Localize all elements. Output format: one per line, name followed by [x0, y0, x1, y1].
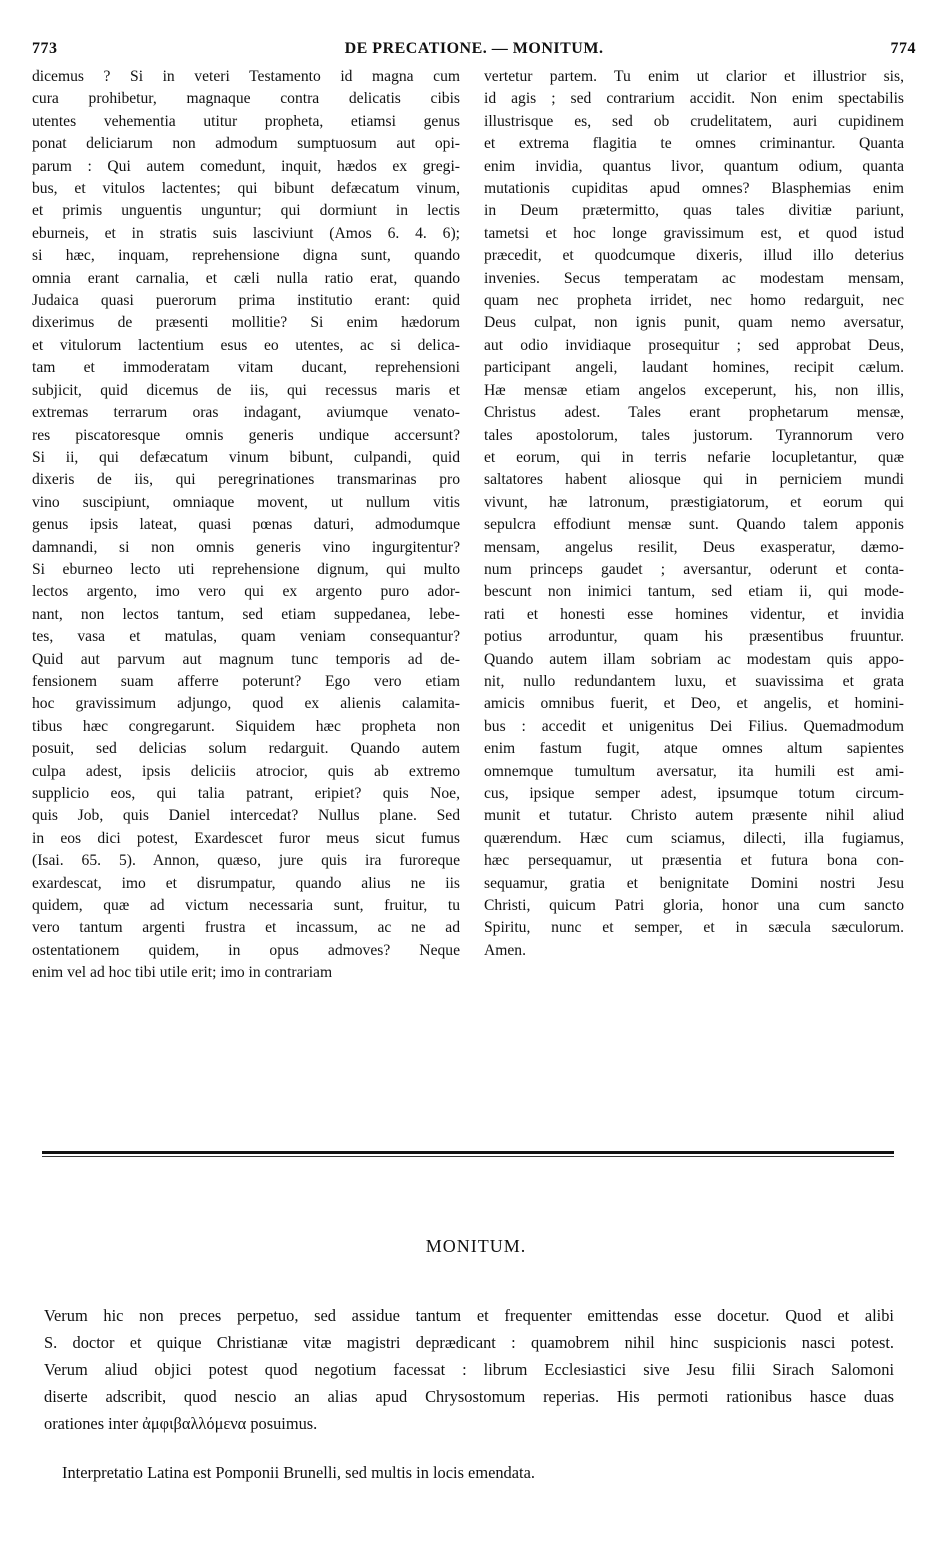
text-line: si hæc, inquam, reprehensione digna sunt, quando — [32, 247, 460, 265]
text-line: Christi, quicum Patri gloria, honor una cum sancto — [484, 897, 904, 915]
monitum-line: diserte adscribit, quod nescio an alias apud Chrysostomum reperias. His permoti rationibus hasce duas — [44, 1387, 894, 1406]
text-line: et eorum, qui in terris nefarie locupletantur, quæ — [484, 448, 904, 466]
text-line: sepulcra effodiunt mensæ sunt. Quando talem apponis — [484, 516, 904, 534]
text-line: omnemque tumultum aversatur, ita humili est ami- — [484, 762, 904, 780]
monitum-body — [44, 1302, 894, 1437]
text-line: Quando autem illam sobriam ac modestam quis appo- — [484, 650, 904, 668]
text-line: extremas terrarum oras indagant, aviumque venato- — [32, 404, 460, 422]
text-line: vertetur partem. Tu enim ut clarior et illustrior sis, — [484, 68, 904, 85]
text-line: cus, ipsique semper adest, ipsumque totum circum- — [484, 785, 904, 802]
text-line: tibus hæc congregarunt. Siquidem hæc propheta non — [32, 717, 460, 735]
text-line: supplicio eos, qui talia patrant, eripiet? quis Noe, — [32, 785, 460, 802]
text-line: hæc persequamur, ut præsentia et futura bona con- — [484, 852, 904, 870]
text-line: parum : Qui autem comedunt, inquit, hædos ex gregi- — [32, 157, 460, 175]
text-line: bus, et vitulos lactentes; qui bibunt defæcatum vinum, — [32, 180, 460, 198]
text-line: tam et immoderatam vitam ducant, reprehensioni — [32, 359, 460, 377]
text-line: aut odio invidiaque prosequitur ; sed approbat Deus, — [484, 336, 904, 354]
text-line: Christus adest. Tales erant prophetarum mensæ, — [484, 404, 904, 422]
text-line: num princeps gaudet ; aversantur, oderunt et conta- — [484, 560, 904, 578]
text-line: Hæ mensæ etiam angelos exceperunt, his, non illis, — [484, 381, 904, 399]
running-head: DE PRECATIONE. — MONITUM. — [344, 40, 604, 57]
text-line: in eos dici potest, Exardescet furor meus sicut fumus — [32, 829, 460, 847]
text-line: ponat deliciarum non admodum sumptuosum aut opi- — [32, 135, 460, 153]
page-number-left: 773 — [32, 40, 58, 57]
text-line: nant, non lectos tantum, sed etiam suppedanea, lebe- — [32, 605, 460, 623]
section-divider-rule — [42, 1145, 894, 1161]
text-line: illustrisque es, sed ob crudelitatem, auri cupidinem — [484, 112, 904, 130]
text-line: sequamur, gratia et benignitate Domini nostri Jesu — [484, 874, 904, 892]
text-line: tales apostolorum, tales justorum. Tyrannorum vero — [484, 426, 904, 444]
text-line: invenies. Secus temperatam ac modestam mensam, — [484, 269, 904, 287]
text-line: (Isai. 65. 5). Annon, quæso, jure quis ira furoreque — [32, 852, 460, 870]
text-line: tametsi et hoc longe gravissimum est, et quod istud — [484, 224, 904, 242]
text-line: potius arroduntur, quam his præsentibus fruuntur. — [484, 628, 904, 646]
text-line: dixeris de iis, qui peregrinationes transmarinas pro — [32, 471, 460, 489]
page-number-right: 774 — [890, 40, 916, 57]
text-line: participant angeli, laudant homines, recipit cælum. — [484, 359, 904, 377]
text-line: enim vel ad hoc tibi utile erit; imo in contrariam — [32, 964, 333, 982]
monitum-line: orationes inter ἀμφιβαλλόμενα posuimus. — [44, 1414, 318, 1433]
text-line: Judaica quasi puerorum prima institutio erant: quid — [32, 292, 460, 310]
text-line: eburneis, et in stratis suis lasciviunt (Amos 6. 4. 6); — [32, 224, 460, 242]
text-line: fensionem suam afferre poterunt? Ego vero etiam — [32, 672, 460, 690]
text-line: amicis omnibus fuerit, et Deo, et angelis, et homini- — [484, 695, 904, 713]
text-line: vivunt, hæ latronum, præstigiatorum, et eorum qui — [484, 493, 904, 511]
text-line: quærendum. Hæc cum sciamus, dilecti, illa fugiamus, — [484, 829, 904, 847]
text-line: res piscatoresque omnis generis undique accersunt? — [32, 426, 460, 444]
text-line: Amen. — [484, 941, 527, 959]
text-line: Spiritu, nunc et semper, et in sæcula sæculorum. — [484, 919, 904, 937]
monitum-line: Verum aliud objici potest quod negotium facessat : librum Ecclesiastici sive Jesu filii Sirach Salomoni — [44, 1360, 894, 1379]
text-line: in Deum prætermitto, quas tales divitiæ pariunt, — [484, 202, 904, 220]
text-line: nit, nullo redundantem luxu, et suavissima et grata — [484, 672, 904, 690]
monitum-heading: MONITUM. — [425, 1236, 527, 1256]
text-line: dixerimus de præsenti mollitie? Si enim hædorum — [32, 314, 460, 332]
text-line: saltatores habent aliosque qui in perniciem mundi — [484, 471, 904, 489]
text-line: genus ipsis lateat, quasi pœnas daturi, admodumque — [32, 516, 460, 534]
text-line: et vitulorum lactentium esus eo utentes, ac si delica- — [32, 336, 460, 354]
text-line: præcedit, et quodcumque dixeris, illud illo deterius — [484, 247, 904, 265]
page-header — [32, 40, 916, 64]
text-line: hoc gravissimum adjungo, quod ex alienis calamita- — [32, 695, 460, 713]
text-line: ostentationem quidem, in opus admoves? Neque — [32, 941, 460, 959]
text-line: quis Job, quis Daniel intercedat? Nullus plane. Sed — [32, 807, 460, 825]
text-line: munit et tutatur. Christo autem præsente nihil aliud — [484, 807, 904, 825]
text-line: utentes vehementia utitur propheta, etiamsi genus — [32, 112, 460, 130]
monitum-line: Verum hic non preces perpetuo, sed assidue tantum et frequenter emittendas esse docetur. Quod et alibi — [44, 1306, 894, 1325]
text-line: Si eburneo lecto uti reprehensione dignum, qui multo — [32, 560, 460, 578]
text-line: exardescat, imo et disrumpatur, quando alius ne iis — [32, 874, 460, 892]
right-column — [484, 66, 904, 962]
text-line: vero tantum argenti frustra et incassum, ac ne ad — [32, 919, 460, 937]
text-line: posuit, sed delicias solum redarguit. Quando autem — [32, 740, 460, 758]
text-line: subjicit, quid dicemus de iis, qui recessus maris et — [32, 381, 460, 399]
text-line: Deus culpat, non ignis punit, quam nemo aversatur, — [484, 314, 904, 332]
text-line: et extrema flagitia te omnes criminantur. Quanta — [484, 135, 904, 153]
text-line: mensam, angelus resilit, Deus exasperatur, dæmo- — [484, 538, 904, 556]
text-line: bus : accedit et unigenitus Dei Filius. Quemadmodum — [484, 717, 904, 735]
text-line: Quid aut parvum aut magnum tunc temporis ad de- — [32, 650, 460, 668]
text-line: quidem, quæ ad victum necessaria sunt, fruitur, tu — [32, 897, 460, 915]
text-line: cura prohibetur, magnaque contra delicatis cibis — [32, 90, 460, 108]
monitum-line: S. doctor et quique Christianæ vitæ magistri deprædicant : quamobrem nihil hinc suspicionis nasci potest. — [44, 1333, 894, 1352]
text-line: quam nec propheta irridet, nec homo redarguit, nec — [484, 292, 904, 310]
text-line: enim fastum fugit, atque omnes altum sapientes — [484, 740, 904, 758]
translation-note: Interpretatio Latina est Pomponii Brunelli, sed multis in locis emendata. — [62, 1463, 535, 1482]
text-line: enim invidia, quantus livor, quantum odium, quanta — [484, 157, 904, 175]
text-line: et primis unguentis unguntur; qui dormiunt in lectis — [32, 202, 460, 220]
text-line: id agis ; sed contrarium accidit. Non enim spectabilis — [484, 90, 904, 108]
text-line: damnandi, si non omnis generis vino ingurgitentur? — [32, 538, 460, 556]
text-line: Si ii, qui defæcatum vinum bibunt, culpandi, quid — [32, 448, 460, 466]
text-line: bescunt non inimici tantum, sed etiam ii, qui mode- — [484, 583, 904, 601]
text-line: tes, vasa et matulas, quam veniam consequantur? — [32, 628, 460, 646]
left-column — [32, 66, 460, 985]
divider-thin-line — [42, 1156, 894, 1157]
text-line: mutationis cupiditas apud omnes? Blasphemias enim — [484, 180, 904, 198]
text-line: vino suscipiunt, omniaque movent, ut nullum vitis — [32, 493, 460, 511]
text-line: dicemus ? Si in veteri Testamento id magna cum — [32, 68, 460, 85]
text-line: culpa adest, ipsis deliciis atrocior, quis ab extremo — [32, 762, 460, 780]
divider-thick-line — [42, 1151, 894, 1154]
text-line: rati et honesti esse homines videntur, et invidia — [484, 605, 904, 623]
text-line: lectos argento, imo vero qui ex argento puro ador- — [32, 583, 460, 601]
text-line: omnia erant carnalia, et cæli nulla ratio erat, quando — [32, 269, 460, 287]
